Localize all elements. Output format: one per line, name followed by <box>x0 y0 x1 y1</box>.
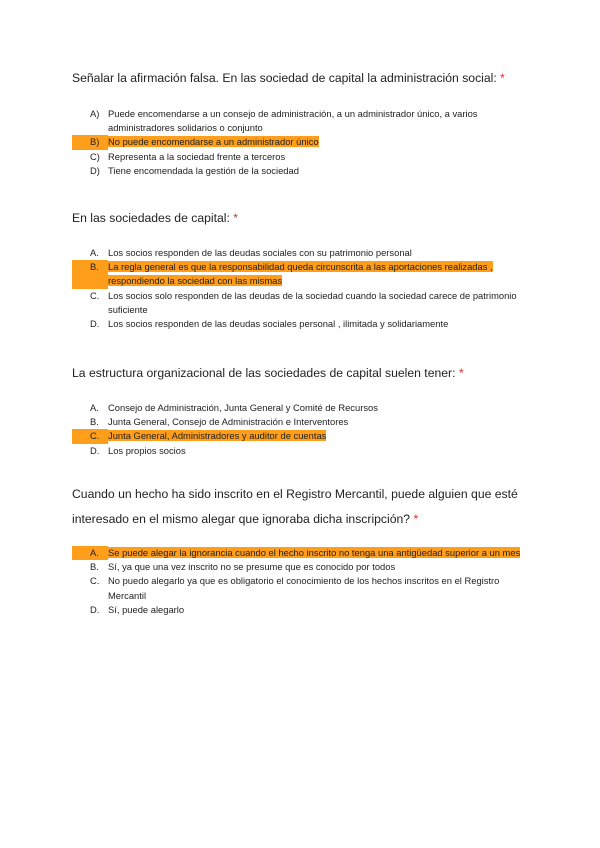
option-a: A) Puede encomendarse a un consejo de administración, a un administrador único, a varios administradores solidarios o conjunto <box>90 108 478 134</box>
question-4-options <box>72 546 532 617</box>
option-b-highlighted: B. La regla general es que la responsabilidad queda circunscrita a las aportaciones realizadas , respondiendo la sociedad con las mismas <box>72 260 532 288</box>
option-c: C. Los socios solo responden de las deudas de la sociedad cuando la sociedad carece de patrimonio suficiente <box>90 289 517 315</box>
option-b: B. Junta General, Consejo de Administración e Interventores <box>90 416 349 428</box>
option-a: A. Consejo de Administración, Junta General y Comité de Recursos <box>90 402 378 413</box>
required-mark: * <box>500 71 505 85</box>
option-a: A. Los socios responden de las deudas sociales con su patrimonio personal <box>90 247 412 258</box>
required-mark: * <box>458 366 464 380</box>
option-b: B. Sí, ya que una vez inscrito no se presume que es conocido por todos <box>90 561 396 573</box>
question-2-text: En las sociedades de capital: * <box>72 211 239 225</box>
question-4 <box>72 482 532 617</box>
option-d: D. Los propios socios <box>90 444 186 456</box>
required-mark: * <box>413 512 419 526</box>
question-4-text: Cuando un hecho ha sido inscrito en el Registro Mercantil, puede alguien que esté interesado en el mismo alegar que ignoraba dicha inscripción? * <box>72 487 518 526</box>
question-2-options <box>72 246 532 331</box>
option-b-highlighted: B) No puede encomendarse a un administrador único <box>72 135 532 149</box>
question-2 <box>72 206 532 331</box>
option-a-highlighted: A. Se puede alegar la ignorancia cuando el hecho inscrito no tenga una antigüedad superior a un mes <box>72 546 532 560</box>
question-3-options <box>72 401 532 458</box>
option-c-highlighted: C. Junta General, Administradores y auditor de cuentas <box>72 429 532 443</box>
option-d: D. Los socios responden de las deudas sociales personal , ilimitada y solidariamente <box>90 318 449 330</box>
required-mark: * <box>233 211 239 225</box>
option-d: D. Sí, puede alegarlo <box>90 603 185 615</box>
option-c: C) Representa a la sociedad frente a terceros <box>90 150 286 162</box>
question-3-text: La estructura organizacional de las sociedades de capital suelen tener: * <box>72 366 464 380</box>
option-c: C. No puedo alegarlo ya que es obligatorio el conocimiento de los hechos inscritos en el Registro Mercantil <box>90 575 500 601</box>
question-1 <box>72 66 532 178</box>
question-1-options <box>72 107 532 178</box>
option-d: D) Tiene encomendada la gestión de la sociedad <box>90 164 299 176</box>
question-1-text: Señalar la afirmación falsa. En las sociedad de capital la administración social: * <box>72 71 505 85</box>
question-3 <box>72 361 532 458</box>
